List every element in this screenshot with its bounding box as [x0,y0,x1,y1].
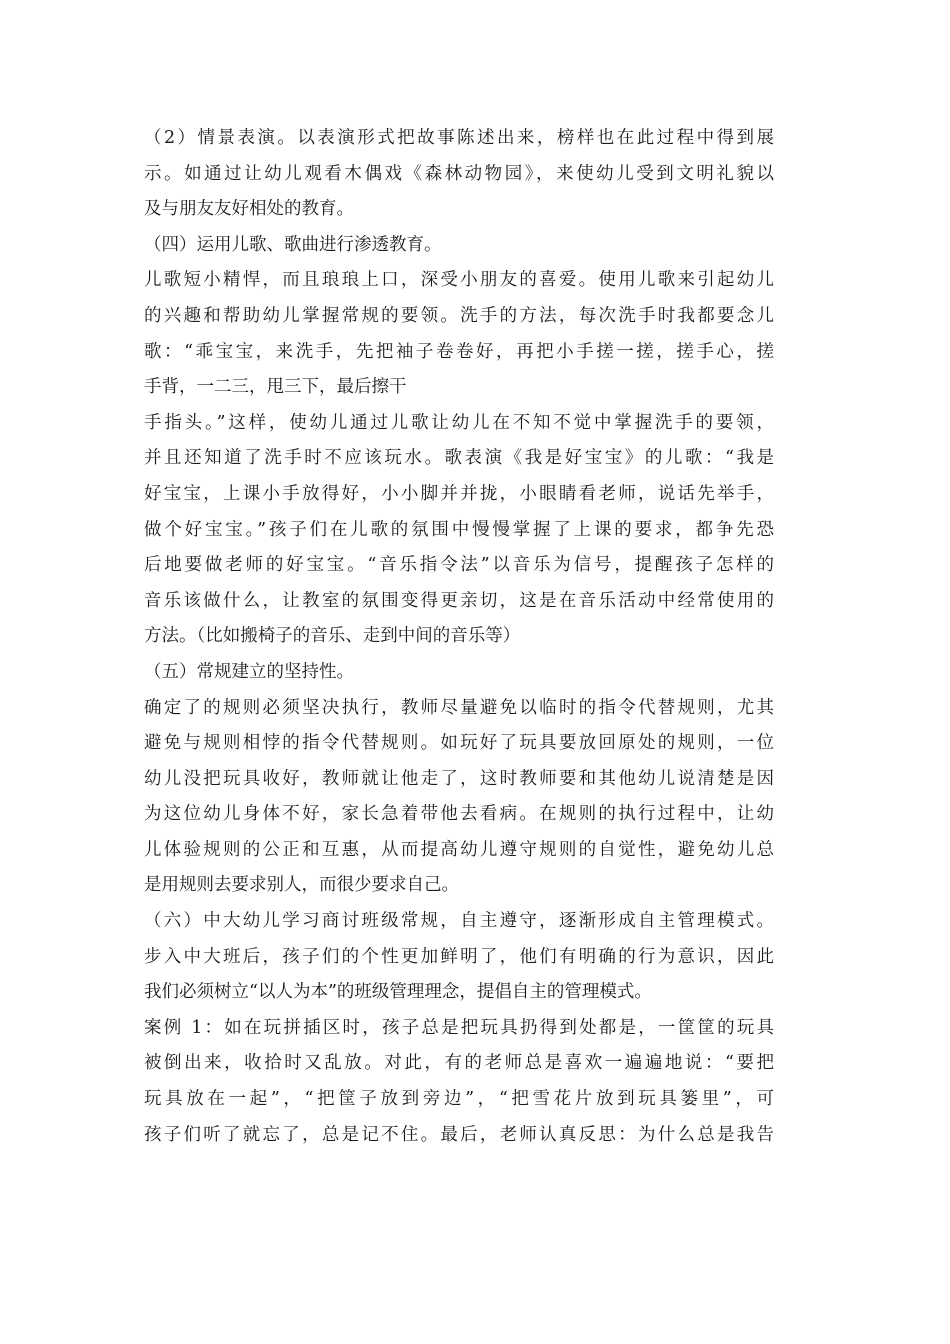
section-heading: （四）运用儿歌、歌曲进行渗透教育。 [144,234,442,255]
text-line: 孩子们听了就忘了，总是记不住。最后，老师认真反思：为什么总是我告 [144,1124,774,1145]
text-line: 确定了的规则必须坚决执行，教师尽量避免以临时的指令代替规则，尤其 [144,697,774,718]
text-line: 为这位幼儿身体不好，家长急着带他去看病。在规则的执行过程中，让幼 [144,804,774,825]
text-line: 音乐该做什么，让教室的氛围变得更亲切，这是在音乐活动中经常使用的 [144,590,774,611]
text-line: 手背，一二三，甩三下，最后擦干 [144,377,407,398]
text-line: 手指头。”这样，使幼儿通过儿歌让幼儿在不知不觉中掌握洗手的要领， [144,412,774,433]
text-line: 我们必须树立“以人为本”的班级管理理念，提倡自主的管理模式。 [144,982,652,1003]
text-line: 幼儿没把玩具收好，教师就让他走了，这时教师要和其他幼儿说清楚是因 [144,768,774,789]
text-line: 后地要做老师的好宝宝。“音乐指令法”以音乐为信号，提醒孩子怎样的 [144,555,774,576]
text-line: 并且还知道了洗手时不应该玩水。歌表演《我是好宝宝》的儿歌：“我是 [144,448,774,469]
text-line: 是用规则去要求别人，而很少要求自己。 [144,875,459,896]
text-line: 玩具放在一起”，“把筐子放到旁边”，“把雪花片放到玩具篓里”，可 [144,1089,774,1110]
text-line: 方法。（比如搬椅子的音乐、走到中间的音乐等） [144,626,521,647]
text-line: 歌：“乖宝宝，来洗手，先把袖子卷卷好，再把小手搓一搓，搓手心，搓 [144,341,774,362]
text-line: 案例 1：如在玩拼插区时，孩子总是把玩具扔得到处都是，一筐筐的玩具 [144,1017,774,1038]
text-line: 及与朋友友好相处的教育。 [144,199,354,220]
text-line: 的兴趣和帮助幼儿掌握常规的要领。洗手的方法，每次洗手时我都要念儿 [144,305,774,326]
text-line: 儿歌短小精悍，而且琅琅上口，深受小朋友的喜爱。使用儿歌来引起幼儿 [144,270,774,291]
text-line: 步入中大班后，孩子们的个性更加鲜明了，他们有明确的行为意识，因此 [144,946,774,967]
document-body [144,121,774,1153]
text-line: 好宝宝，上课小手放得好，小小脚并并拢，小眼睛看老师，说话先举手， [144,483,774,504]
section-heading: （五）常规建立的坚持性。 [144,661,354,682]
text-line: 做个好宝宝。”孩子们在儿歌的氛围中慢慢掌握了上课的要求，都争先恐 [144,519,774,540]
text-line: 示。如通过让幼儿观看木偶戏《森林动物园》，来使幼儿受到文明礼貌以 [144,163,774,184]
text-line: 儿体验规则的公正和互惠，从而提高幼儿遵守规则的自觉性，避免幼儿总 [144,839,774,860]
text-line: 被倒出来，收拾时又乱放。对此，有的老师总是喜欢一遍遍地说：“要把 [144,1053,774,1074]
text-line: 避免与规则相悖的指令代替规则。如玩好了玩具要放回原处的规则，一位 [144,733,774,754]
text-line: （2）情景表演。以表演形式把故事陈述出来，榜样也在此过程中得到展 [144,128,774,148]
section-heading: （六）中大幼儿学习商讨班级常规，自主遵守，逐渐形成自主管理模式。 [144,911,774,932]
